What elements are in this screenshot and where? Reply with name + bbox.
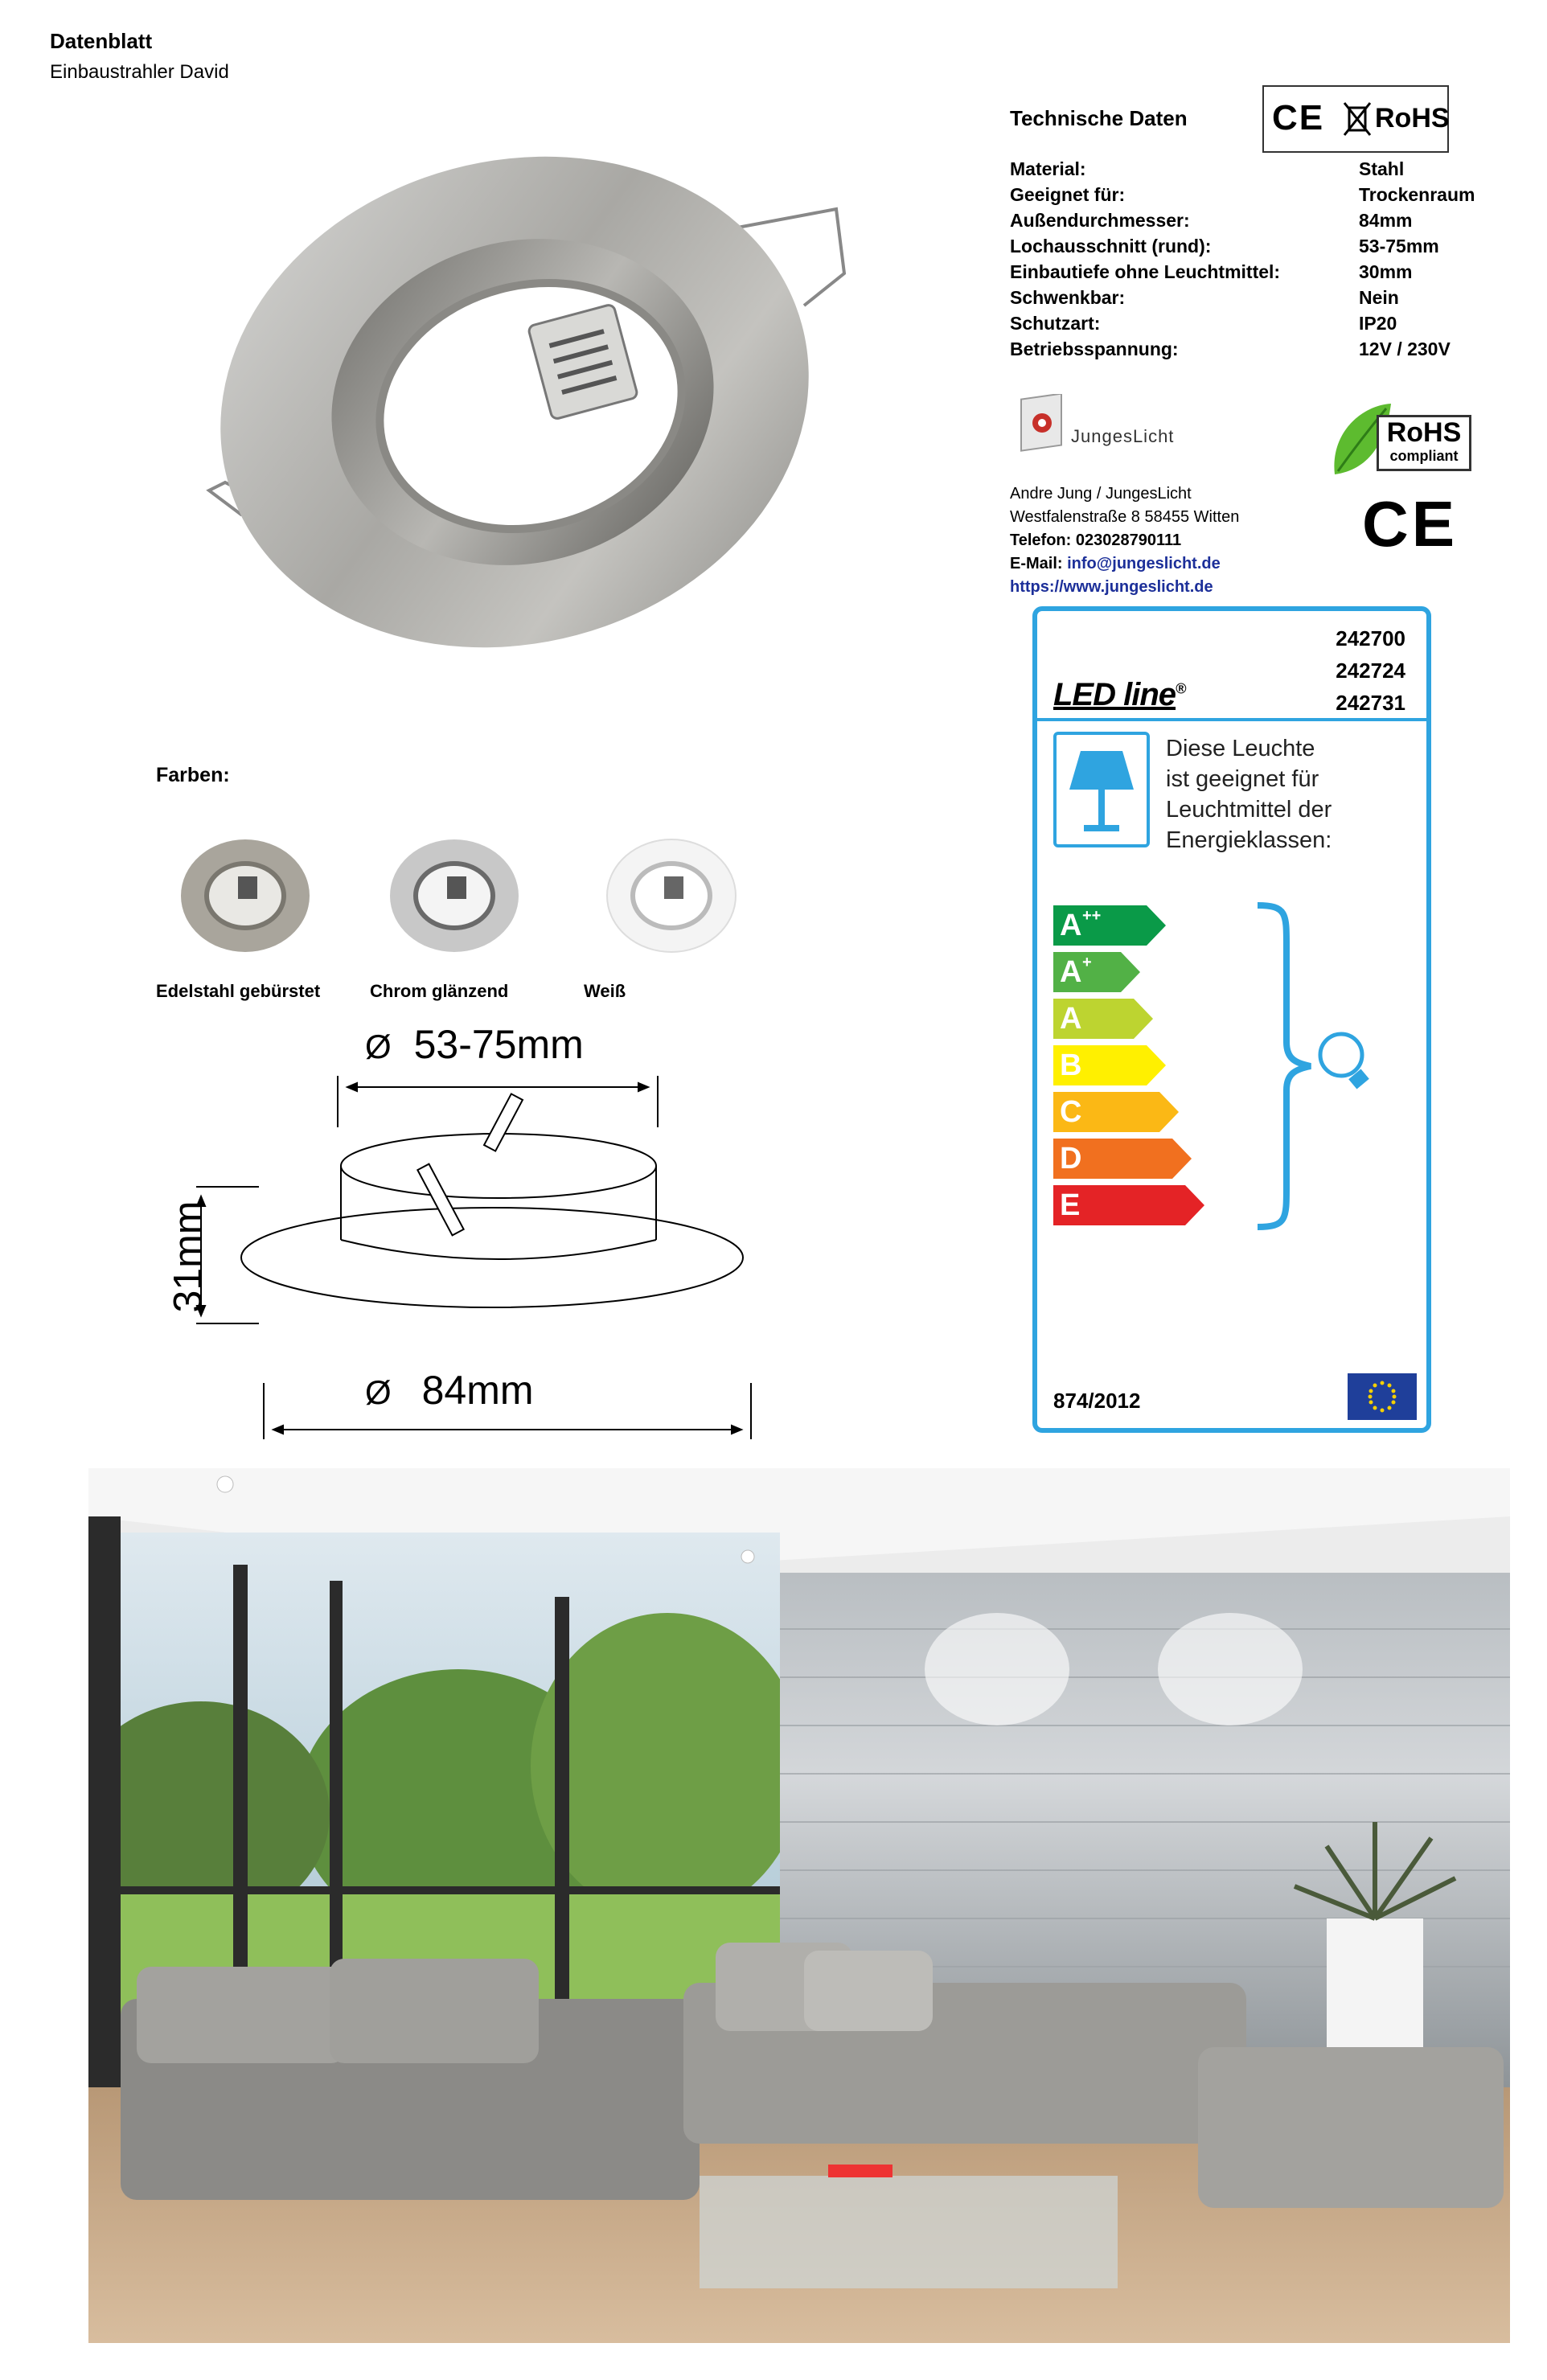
article-numbers [1336,622,1405,719]
spec-value: 12V / 230V [1359,339,1451,359]
spec-key: Außendurchmesser: [1010,210,1190,231]
spec-key: Material: [1010,158,1086,179]
spec-row [1010,259,1508,285]
spec-list [1010,156,1508,362]
contact-address: Westfalenstraße 8 58455 Witten [1010,508,1240,526]
ce-mark: CE [1272,98,1325,137]
website-link[interactable]: https://www.jungeslicht.de [1010,578,1213,596]
technical-data-title: Technische Daten [1010,106,1188,130]
energy-class-bar [1053,905,1204,946]
spec-value: Trockenraum [1359,184,1475,205]
contact-phone: Telefon: 023028790111 [1010,531,1182,549]
label-divider [1037,718,1426,721]
spec-value: 84mm [1359,210,1413,231]
article-number: 242700 [1336,626,1405,650]
cutout-value: 53-75mm [413,1022,584,1067]
lamp-box [1053,732,1150,847]
spec-value: 30mm [1359,261,1413,282]
spec-value: IP20 [1359,313,1397,334]
swatch-chrome [378,828,531,957]
led-line-text: LED line [1053,677,1176,712]
spec-row [1010,207,1508,233]
spec-key: Betriebsspannung: [1010,339,1179,359]
weee-icon [1343,100,1372,138]
color-label: Weiß [584,981,626,1001]
article-number: 242724 [1336,659,1405,683]
spec-value: 53-75mm [1359,236,1439,256]
jungeslicht-logo [1013,394,1222,462]
description-line: Leuchtmittel der [1166,797,1332,823]
energy-class-bar [1053,1185,1204,1225]
spec-row [1010,233,1508,259]
interior-photo [88,1468,1510,2343]
spec-row [1010,182,1508,207]
energy-label [1032,606,1431,1433]
rohs-compliant-text: compliant [1389,448,1459,464]
spec-value: Stahl [1359,158,1405,179]
spec-key: Einbautiefe ohne Leuchtmittel: [1010,261,1281,282]
regulation-number: 874/2012 [1053,1389,1141,1413]
spec-row [1010,156,1508,182]
label-description [1166,733,1332,856]
contact-block [1010,482,1239,599]
spec-key: Schutzart: [1010,313,1101,334]
energy-class-bar [1053,1045,1204,1085]
colors-title: Farben: [156,764,230,786]
energy-class-sup: + [1082,954,1092,971]
spec-key: Schwenkbar: [1010,287,1126,308]
ce-badge: CE [1362,488,1459,560]
brand-logo-text: JungesLicht [1071,426,1175,446]
description-line: Diese Leuchte [1166,736,1315,761]
energy-class-label: E [1060,1188,1081,1222]
energy-class-label: C [1060,1095,1082,1129]
energy-class-bar [1053,1092,1204,1132]
registered-mark: ® [1176,680,1186,697]
height-dimension: 31mm [165,1200,211,1313]
spec-key: Lochausschnitt (rund): [1010,236,1212,256]
energy-class-bar [1053,952,1204,992]
outer-value: 84mm [421,1368,534,1413]
diameter-symbol: Ø [365,1373,392,1411]
color-label: Edelstahl gebürstet [156,981,321,1001]
spec-row [1010,285,1508,310]
contact-email-row [1010,552,1239,576]
energy-class-label: D [1060,1142,1082,1176]
outer-dimension [365,1367,534,1414]
energy-class-bar [1053,1139,1204,1179]
dimension-drawing [161,1005,788,1455]
certification-marks [1262,85,1449,153]
description-line: Energieklassen: [1166,827,1332,853]
energy-class-label: A [1060,1002,1082,1036]
energy-class-label: B [1060,1048,1082,1082]
energy-class-label: A [1060,909,1082,942]
spec-row [1010,310,1508,336]
spec-row [1010,336,1508,362]
energy-class-bar [1053,999,1204,1039]
email-label: E-Mail: [1010,555,1063,572]
diameter-symbol: Ø [365,1028,392,1065]
product-image [193,145,884,659]
brand-emblem-icon [1013,394,1069,458]
spec-key: Geeignet für: [1010,184,1126,205]
energy-class-sup: ++ [1082,907,1102,925]
page-subtitle: Einbaustrahler David [50,61,229,83]
energy-class-scale [1053,905,1204,1232]
email-link[interactable]: info@jungeslicht.de [1067,555,1221,572]
led-line-logo [1053,677,1185,713]
swatch-brushed-steel [169,828,322,957]
rohs-text: RoHS [1386,417,1462,448]
description-line: ist geeignet für [1166,766,1319,792]
energy-class-label: A [1060,955,1082,989]
cutout-dimension [365,1021,584,1068]
swatch-white [595,828,748,957]
bracket-bulb-icon [1238,897,1383,1235]
eu-flag-icon [1348,1373,1417,1420]
table-lamp-icon [1057,735,1147,844]
spec-value: Nein [1359,287,1399,308]
rohs-mark: RoHS [1375,103,1450,133]
page-title: Datenblatt [50,29,153,53]
rohs-badge [1330,400,1475,481]
article-number: 242731 [1336,691,1405,715]
contact-name: Andre Jung / JungesLicht [1010,485,1192,503]
color-label: Chrom glänzend [370,981,509,1001]
rohs-box [1377,415,1471,471]
